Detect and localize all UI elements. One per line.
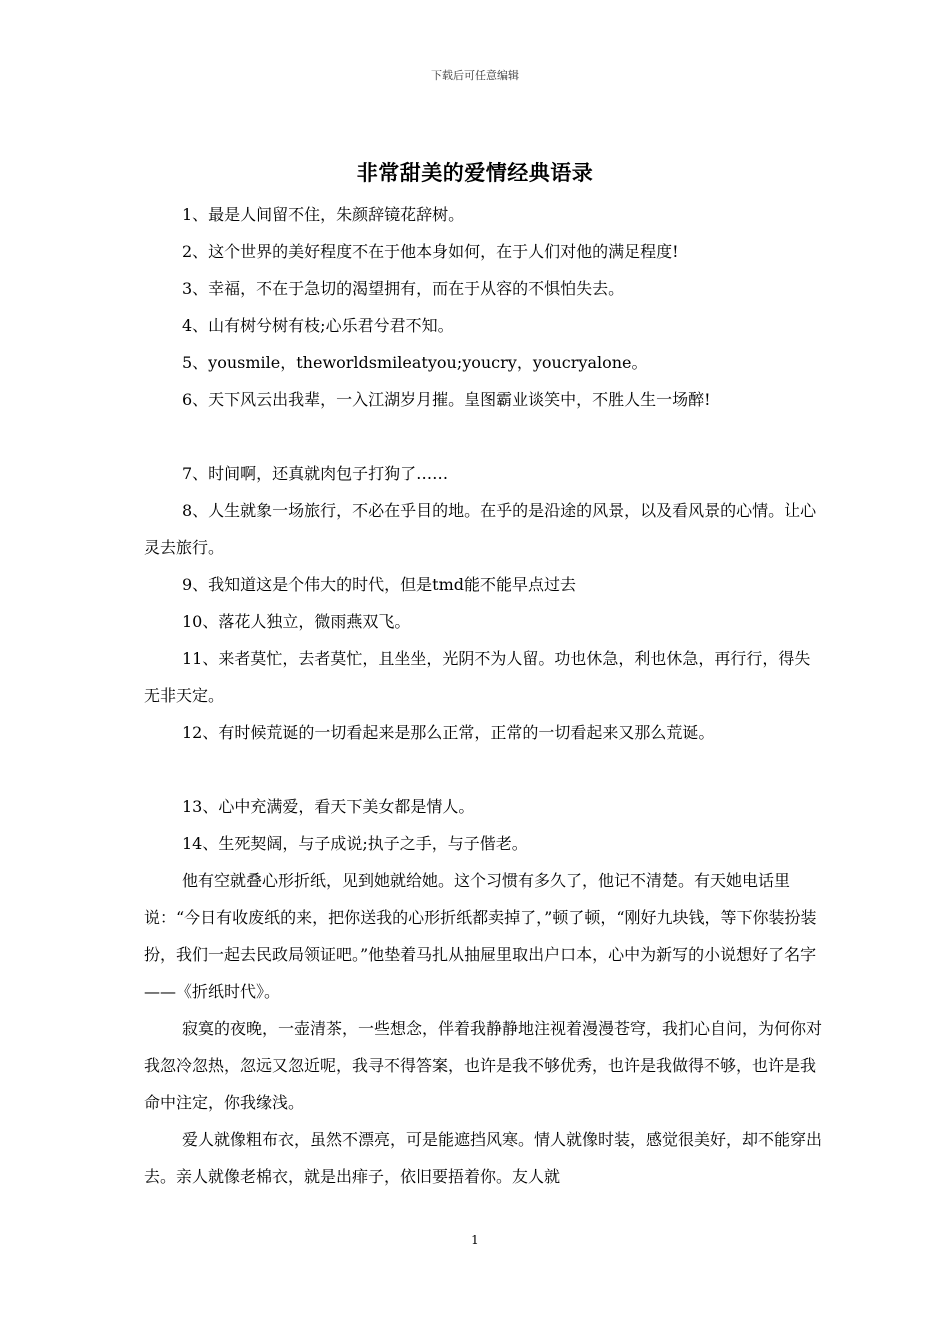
document-title: 非常甜美的爱情经典语录 <box>356 161 594 185</box>
quote-7: 7、时间啊，还真就肉包子打狗了…… <box>182 464 449 483</box>
quote-4: 4、山有树兮树有枝;心乐君兮君不知。 <box>182 316 454 335</box>
story-paragraph-2: 寂寞的夜晚，一壶清茶，一些想念，伴着我静静地注视着漫漫苍穹，我扪心自问，为何你对我忽冷忽热，忽远又忽近呢，我寻不得答案，也许是我不够优秀，也许是我做得不够，也许是我命中注定，你我缘浅。 <box>144 1019 823 1112</box>
document-body <box>144 196 824 1195</box>
quote-3: 3、幸福，不在于急切的渴望拥有，而在于从容的不惧怕失去。 <box>182 279 625 298</box>
quote-12: 12、有时候荒诞的一切看起来是那么正常，正常的一切看起来又那么荒诞。 <box>182 723 715 742</box>
page-header: 下载后可任意编辑 <box>431 69 519 82</box>
story-paragraph-3: 爱人就像粗布衣，虽然不漂亮，可是能遮挡风寒。情人就像时装，感觉很美好，却不能穿出去。亲人就像老棉衣，就是出痱子，依旧要捂着你。友人就 <box>144 1130 823 1186</box>
quote-14: 14、生死契阔，与子成说;执子之手，与子偕老。 <box>182 834 528 853</box>
quote-11: 11、来者莫忙，去者莫忙，且坐坐，光阴不为人留。功也休急，利也休急，再行行，得失无非天定。 <box>144 649 811 705</box>
quote-5: 5、yousmile，theworldsmileatyou;youcry，youcryalone。 <box>182 353 648 372</box>
quote-6: 6、天下风云出我辈，一入江湖岁月摧。皇图霸业谈笑中，不胜人生一场醉! <box>182 390 711 409</box>
blank-line <box>144 751 824 788</box>
story-paragraph-1: 他有空就叠心形折纸，见到她就给她。这个习惯有多久了，他记不清楚。有天她电话里说：“今日有收废纸的来，把你送我的心形折纸都卖掉了，”顿了顿，“刚好九块钱，等下你装扮装扮，我们一起去民政局领证吧。”他垫着马扎从抽屉里取出户口本，心中为新写的小说想好了名字——《折纸时代》。 <box>144 871 817 1001</box>
quote-8: 8、人生就象一场旅行，不必在乎目的地。在乎的是沿途的风景，以及看风景的心情。让心灵去旅行。 <box>144 501 817 557</box>
quote-13: 13、心中充满爱，看天下美女都是情人。 <box>182 797 475 816</box>
blank-line <box>144 418 824 455</box>
quote-1: 1、最是人间留不住，朱颜辞镜花辞树。 <box>182 205 465 224</box>
quote-9: 9、我知道这是个伟大的时代，但是tmd能不能早点过去 <box>182 575 577 594</box>
page-number: 1 <box>471 1233 479 1247</box>
quote-10: 10、落花人独立，微雨燕双飞。 <box>182 612 411 631</box>
quote-2: 2、这个世界的美好程度不在于他本身如何，在于人们对他的满足程度! <box>182 242 679 261</box>
